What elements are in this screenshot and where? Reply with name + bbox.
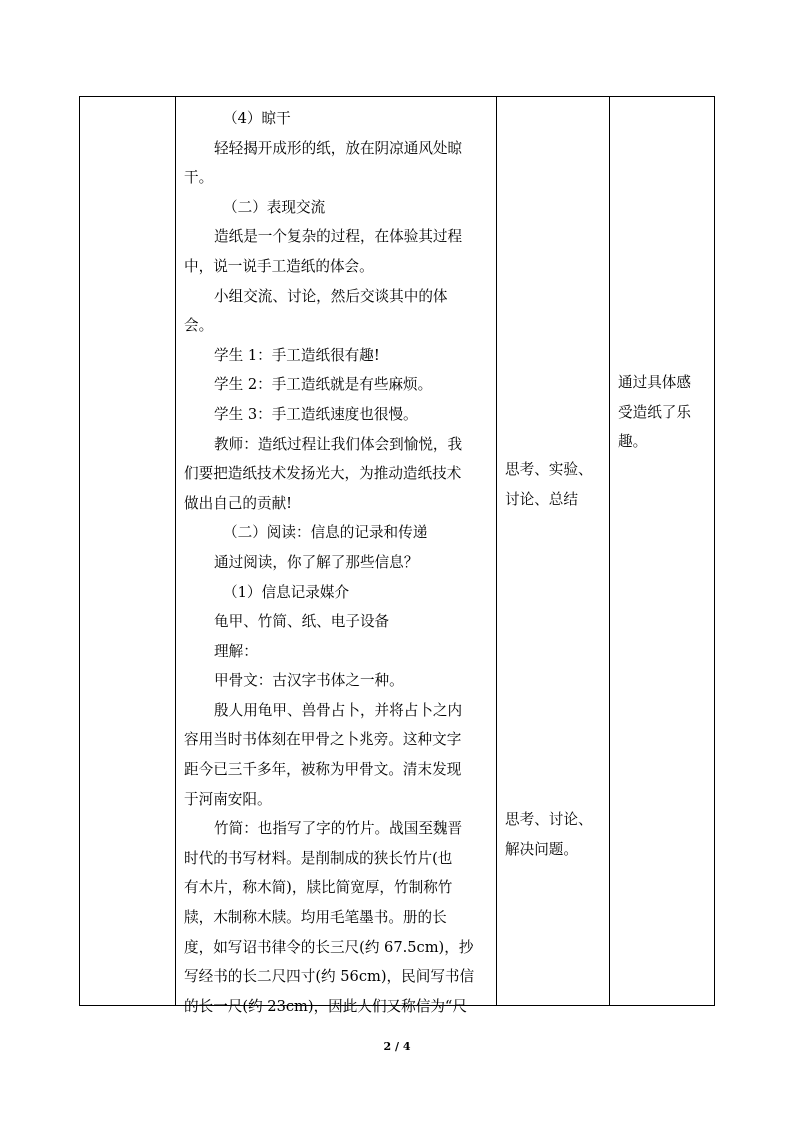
text-line: 受造纸了乐 [618,403,691,421]
text-line: 学生 1：手工造纸很有趣! [214,346,380,364]
text-line: 有木片，称木简)，牍比简宽厚，竹制称竹 [184,879,453,897]
text-line: 学生 2：手工造纸就是有些麻烦。 [214,376,433,394]
text-line: 理解： [214,642,258,660]
text-line: （1）信息记录媒介 [223,583,350,601]
text-line: 容用当时书体刻在甲骨之卜兆旁。这种文字 [184,731,462,749]
text-line: 做出自己的贡献! [184,494,293,512]
lesson-table [79,96,715,1015]
text-line: 于河南安阳。 [184,790,272,808]
text-line: 竹简：也指写了字的竹片。战国至魏晋 [214,820,463,838]
text-line: 思考、实验、 [505,461,593,478]
text-line: 讨论、总结 [505,490,578,508]
text-line: 的长一尺(约 23cm)，因此人们又称信为“尺 [184,997,467,1015]
text-line: 通过具体感 [618,374,691,391]
content-text-block [184,104,490,1021]
text-line: 思考、讨论、 [505,811,593,828]
text-line: 度，如写诏书律令的长三尺(约 67.5cm)，抄 [184,938,474,956]
text-line: 干。 [184,169,214,187]
activity-note [505,805,605,864]
text-line: （4）晾干 [223,110,291,127]
table-column-purpose [610,97,714,1005]
text-line: 距今已三千多年，被称为甲骨文。清末发现 [184,761,462,779]
text-line: 殷人用龟甲、兽骨占卜，并将占卜之内 [214,701,463,719]
text-line: 学生 3：手工造纸速度也很慢。 [214,405,418,423]
text-line: 甲骨文：古汉字书体之一种。 [214,672,404,690]
text-line: 们要把造纸技术发扬光大，为推动造纸技术 [184,465,462,483]
text-line: 小组交流、讨论，然后交谈其中的体 [214,287,448,305]
text-line: 造纸是一个复杂的过程，在体验其过程 [214,228,463,246]
section-heading: （二）阅读：信息的记录和传递 [223,524,428,542]
purpose-note [618,368,710,457]
text-line: 龟甲、竹简、纸、电子设备 [214,613,390,631]
text-line: 写经书的长二尺四寸(约 56cm)，民间写书信 [184,968,475,986]
text-line: 轻轻揭开成形的纸，放在阴凉通风处晾 [214,139,463,157]
text-line: 牍，木制称木牍。均用毛笔墨书。册的长 [184,909,447,927]
table-column-empty [80,97,176,1005]
section-heading: （二）表现交流 [223,198,326,216]
text-line: 解决问题。 [505,840,578,858]
text-line: 会。 [184,317,214,335]
text-line: 教师：造纸过程让我们体会到愉悦，我 [214,435,463,453]
text-line: 时代的书写材料。是削制成的狭长竹片(也 [184,849,453,867]
text-line: 通过阅读，你了解了那些信息？ [214,553,419,571]
table-column-content [176,97,497,1015]
table-column-activity [497,97,610,1005]
page-number: 2 / 4 [383,1040,411,1053]
activity-note [505,455,605,514]
text-line: 趣。 [618,433,648,451]
text-line: 中，说一说手工造纸的体会。 [184,257,374,275]
